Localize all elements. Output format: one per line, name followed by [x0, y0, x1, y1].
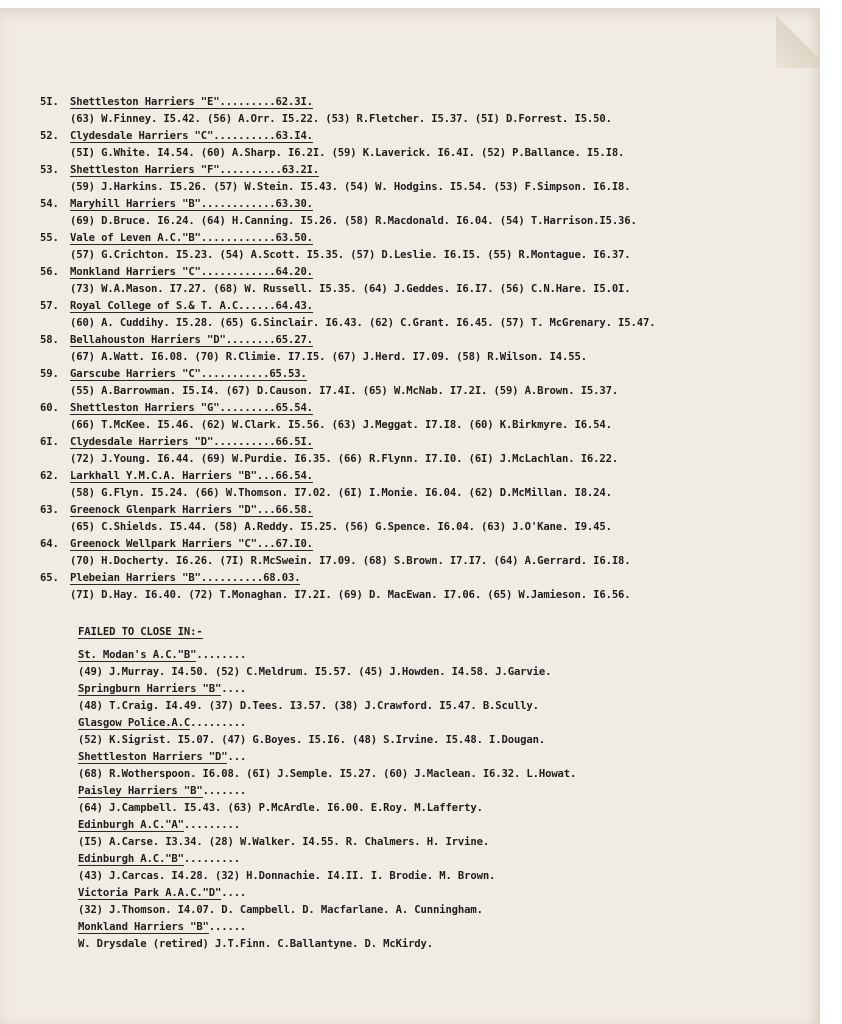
failed-club-runners: (32) J.Thomson. I4.07. D. Campbell. D. Macfarlane. A. Cunningham. [78, 904, 483, 916]
team-runners: (73) W.A.Mason. I7.27. (68) W. Russell. I5.35. (64) J.Geddes. I6.I7. (56) C.N.Hare. I5.0I. [70, 283, 631, 295]
team-position: 58. [40, 334, 59, 346]
team-name: Monkland Harriers "C" [70, 266, 201, 278]
failed-club-name: Monkland Harriers "B" [78, 921, 209, 933]
team-row [40, 298, 760, 315]
team-score: 68.03. [263, 572, 301, 584]
team-score: 66.54. [275, 470, 313, 482]
failed-club-runners: (49) J.Murray. I4.50. (52) C.Meldrum. I5.57. (45) J.Howden. I4.58. J.Garvie. [78, 666, 552, 678]
team-dots: ........... [200, 368, 270, 380]
team-position: 56. [40, 266, 59, 278]
team-score: 63.50. [275, 232, 313, 244]
team-row [40, 128, 760, 145]
team-row [40, 264, 760, 281]
team-name: Clydesdale Harriers "D" [70, 436, 214, 448]
team-position: 60. [40, 402, 59, 414]
failed-club-dots: ...... [208, 921, 247, 933]
team-dots: ..... [244, 300, 276, 312]
team-name: Clydesdale Harriers "C" [70, 130, 214, 142]
failed-club-runners: (64) J.Campbell. I5.43. (63) P.McArdle. I6.00. E.Roy. M.Lafferty. [78, 802, 483, 814]
team-runners: (65) C.Shields. I5.44. (58) A.Reddy. I5.25. (56) G.Spence. I6.04. (63) J.O'Kane. I9.45. [70, 521, 612, 533]
team-position: 53. [40, 164, 59, 176]
team-name-score [70, 300, 313, 313]
team-row [40, 94, 760, 111]
team-name-score [70, 96, 313, 109]
team-runners: (59) J.Harkins. I5.26. (57) W.Stein. I5.43. (54) W. Hodgins. I5.54. (53) F.Simpson. I6.I8. [70, 181, 631, 193]
team-name-score [70, 130, 313, 143]
team-position: 57. [40, 300, 59, 312]
failed-club-dots: .... [221, 683, 247, 695]
team-name: Greenock Wellpark Harriers "C" [70, 538, 257, 550]
team-dots: ......... [219, 96, 276, 108]
failed-club-name: Victoria Park A.A.C."D" [78, 887, 222, 899]
team-name-score [70, 232, 313, 245]
team-runners: (60) A. Cuddihy. I5.28. (65) G.Sinclair. I6.43. (62) C.Grant. I6.45. (57) T. McGrenary. I5.47. [70, 317, 656, 329]
team-name-score [70, 198, 313, 211]
team-position: 52. [40, 130, 59, 142]
team-score: 64.43. [275, 300, 313, 312]
failed-club-dots: ... [227, 751, 247, 763]
failed-club-row [40, 715, 760, 732]
team-name: Shettleston Harriers "G" [70, 402, 220, 414]
failed-club-dots: ......... [190, 717, 247, 729]
team-runners: (5I) G.White. I4.54. (60) A.Sharp. I6.2I. (59) K.Laverick. I6.4I. (52) P.Ballance. I5.I8. [70, 147, 625, 159]
team-runners: (66) T.McKee. I5.46. (62) W.Clark. I5.56. (63) J.Meggat. I7.I8. (60) K.Birkmyre. I6.54. [70, 419, 612, 431]
failed-club-name: Paisley Harriers "B" [78, 785, 203, 797]
team-results [40, 94, 760, 604]
team-dots: ............ [200, 266, 276, 278]
team-dots: ... [256, 538, 276, 550]
failed-club-runners: (68) R.Wotherspoon. I6.08. (6I) J.Semple. I5.27. (60) J.Maclean. I6.32. L.Howat. [78, 768, 577, 780]
team-name-score [70, 334, 313, 347]
team-runners: (70) H.Docherty. I6.26. (7I) R.McSwein. I7.09. (68) S.Brown. I7.I7. (64) A.Gerrard. I6.I8. [70, 555, 631, 567]
team-name-score [70, 368, 307, 381]
team-position: 63. [40, 504, 59, 516]
failed-club-dots: ......... [183, 819, 240, 831]
team-dots: .......... [213, 436, 276, 448]
failed-club-row [40, 817, 760, 834]
team-row [40, 366, 760, 383]
team-name-score [70, 402, 313, 415]
team-name: Shettleston Harriers "E" [70, 96, 220, 108]
team-position: 54. [40, 198, 59, 210]
failed-club-runners: W. Drysdale (retired) J.T.Finn. C.Ballantyne. D. McKirdy. [78, 938, 433, 950]
team-runners: (69) D.Bruce. I6.24. (64) H.Canning. I5.26. (58) R.Macdonald. I6.04. (54) T.Harrison.I5.36. [70, 215, 637, 227]
failed-club-name: Glasgow Police.A.C [78, 717, 191, 729]
team-name: Vale of Leven A.C."B" [70, 232, 201, 244]
team-dots: .......... [213, 130, 276, 142]
spacer [40, 604, 760, 624]
team-runners: (58) G.Flyn. I5.24. (66) W.Thomson. I7.02. (6I) I.Monie. I6.04. (62) D.McMillan. I8.24. [70, 487, 612, 499]
team-runners: (63) W.Finney. I5.42. (56) A.Orr. I5.22. (53) R.Fletcher. I5.37. (5I) D.Forrest. I5.50. [70, 113, 612, 125]
team-runners: (57) G.Crichton. I5.23. (54) A.Scott. I5.35. (57) D.Leslie. I6.I5. (55) R.Montague. I6.37. [70, 249, 631, 261]
team-name: Royal College of S.& T. A.C. [70, 300, 245, 312]
team-row [40, 536, 760, 553]
team-position: 65. [40, 572, 59, 584]
team-row [40, 332, 760, 349]
team-score: 65.27. [275, 334, 313, 346]
team-score: 65.54. [275, 402, 313, 414]
team-position: 6I. [40, 436, 59, 448]
failed-club-row [40, 885, 760, 902]
failed-club-row [40, 647, 760, 664]
team-position: 64. [40, 538, 59, 550]
team-dots: ... [256, 470, 276, 482]
failed-club-row [40, 749, 760, 766]
failed-club-runners: (I5) A.Carse. I3.34. (28) W.Walker. I4.55. R. Chalmers. H. Irvine. [78, 836, 490, 848]
team-dots: ........ [225, 334, 276, 346]
failed-club-runners: (52) K.Sigrist. I5.07. (47) G.Boyes. I5.I6. (48) S.Irvine. I5.48. I.Dougan. [78, 734, 546, 746]
team-name: Plebeian Harriers "B" [70, 572, 201, 584]
failed-club-name: Shettleston Harriers "D" [78, 751, 228, 763]
failed-club-row [40, 851, 760, 868]
team-position: 62. [40, 470, 59, 482]
team-score: 67.I0. [275, 538, 313, 550]
team-row [40, 434, 760, 451]
team-name-score [70, 470, 313, 483]
team-dots: .......... [200, 572, 264, 584]
team-dots: ............ [200, 198, 276, 210]
team-position: 59. [40, 368, 59, 380]
team-name: Larkhall Y.M.C.A. Harriers "B" [70, 470, 257, 482]
team-runners: (55) A.Barrowman. I5.I4. (67) D.Causon. I7.4I. (65) W.McNab. I7.2I. (59) A.Brown. I5.37. [70, 385, 619, 397]
failed-club-name: Edinburgh A.C."B" [78, 853, 184, 865]
failed-club-name: Springburn Harriers "B" [78, 683, 222, 695]
failed-heading-line [40, 624, 760, 641]
failed-club-name: Edinburgh A.C."A" [78, 819, 184, 831]
team-score: 66.5I. [275, 436, 313, 448]
results-list [40, 94, 760, 953]
failed-to-close-list [40, 647, 760, 953]
failed-club-dots: ....... [202, 785, 247, 797]
team-row [40, 162, 760, 179]
team-row [40, 230, 760, 247]
failed-club-dots: .... [221, 887, 247, 899]
team-position: 55. [40, 232, 59, 244]
team-name-score [70, 164, 319, 177]
team-name-score [70, 538, 313, 551]
team-score: 62.3I. [275, 96, 313, 108]
team-score: 66.58. [275, 504, 313, 516]
team-score: 63.I4. [275, 130, 313, 142]
team-row [40, 400, 760, 417]
failed-club-row [40, 783, 760, 800]
team-runners: (67) A.Watt. I6.08. (70) R.Climie. I7.I5. (67) J.Herd. I7.09. (58) R.Wilson. I4.55. [70, 351, 587, 363]
team-dots: ............ [200, 232, 276, 244]
failed-club-row [40, 919, 760, 936]
failed-club-dots: ........ [196, 649, 247, 661]
team-name-score [70, 504, 313, 517]
failed-heading: FAILED TO CLOSE IN:- [78, 626, 203, 638]
folded-corner [776, 8, 820, 68]
team-score: 63.30. [275, 198, 313, 210]
team-dots: .......... [219, 164, 282, 176]
failed-club-dots: ......... [183, 853, 240, 865]
team-name-score [70, 572, 300, 585]
team-name: Greenock Glenpark Harriers "D" [70, 504, 257, 516]
team-row [40, 570, 760, 587]
team-position: 5I. [40, 96, 59, 108]
team-name: Shettleston Harriers "F" [70, 164, 220, 176]
team-dots: ... [256, 504, 276, 516]
team-score: 63.2I. [281, 164, 320, 176]
team-score: 65.53. [269, 368, 307, 380]
team-name-score [70, 266, 313, 279]
team-dots: ......... [219, 402, 276, 414]
failed-club-name: St. Modan's A.C."B" [78, 649, 197, 661]
team-runners: (7I) D.Hay. I6.40. (72) T.Monaghan. I7.2I. (69) D. MacEwan. I7.06. (65) W.Jamieson. I6.56. [70, 589, 631, 601]
team-row [40, 502, 760, 519]
team-name: Garscube Harriers "C" [70, 368, 201, 380]
team-score: 64.20. [275, 266, 313, 278]
team-name: Bellahouston Harriers "D" [70, 334, 226, 346]
team-runners: (72) J.Young. I6.44. (69) W.Purdie. I6.35. (66) R.Flynn. I7.I0. (6I) J.McLachlan. I6.22. [70, 453, 619, 465]
team-name: Maryhill Harriers "B" [70, 198, 201, 210]
team-row [40, 468, 760, 485]
team-row [40, 196, 760, 213]
failed-club-runners: (43) J.Carcas. I4.28. (32) H.Donnachie. I4.II. I. Brodie. M. Brown. [78, 870, 496, 882]
failed-club-runners: (48) T.Craig. I4.49. (37) D.Tees. I3.57. (38) J.Crawford. I5.47. B.Scully. [78, 700, 539, 712]
failed-club-row [40, 681, 760, 698]
team-name-score [70, 436, 313, 449]
